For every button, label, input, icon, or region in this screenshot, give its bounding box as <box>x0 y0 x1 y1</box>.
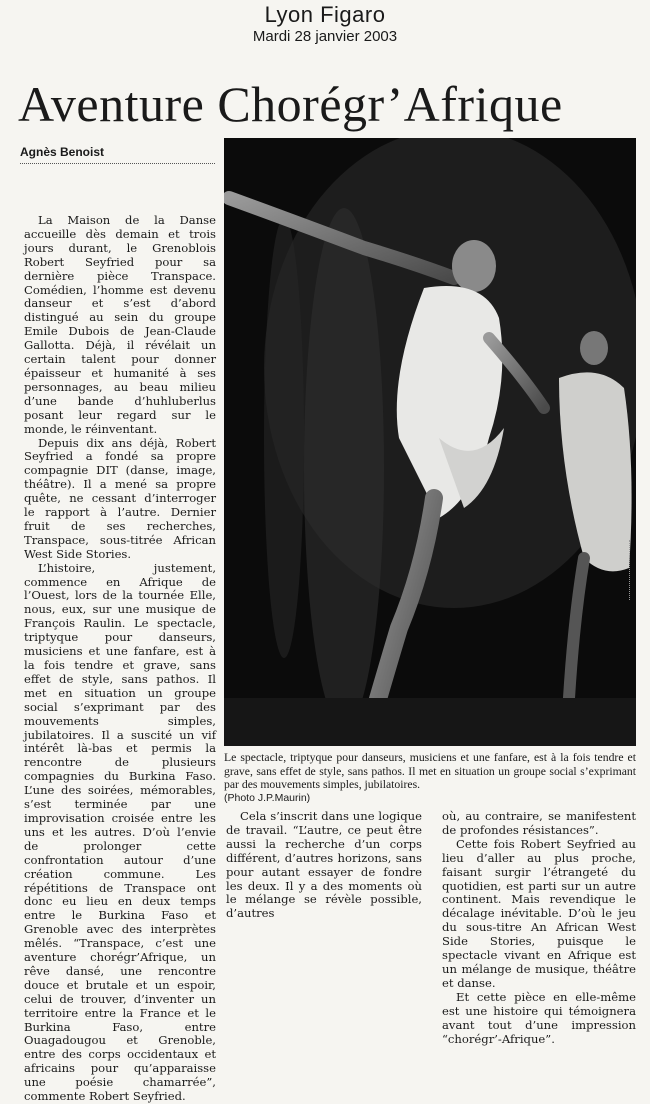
article-column-3 <box>442 810 636 1046</box>
dancers-illustration <box>224 138 636 746</box>
headline: Aventure Chorégr’Afrique <box>18 76 563 132</box>
photo-credit: (Photo J.P.Maurin) <box>224 791 311 804</box>
paragraph: Cette fois Robert Seyfried au lieu d’aller au plus proche, faisant surgir l’étrangeté du quotidien, est parti sur un autre continent. Mais revendique le décalage inévitable. D’où le jeu du sous-titre An African West Side Stories, puisque le spectacle vivant en Afrique est un mélange de musique, théâtre et danse. <box>442 836 636 990</box>
paragraph: Cela s’inscrit dans une logique de travail. “L’autre, ce peut être aussi la recherche d’un corps différent, d’autres horizons, sans pour autant essayer de fondre les deux. Il y a des moments où le mélange se révèle possible, d’autres <box>226 809 422 921</box>
paragraph: L’histoire, justement, commence en Afrique de l’Ouest, lors de la tournée Elle, nous, eux, sur une musique de François Raulin. Le spectacle, triptyque pour danseurs, musiciens et une fanfare, est à la fois tendre et grave, sans effet de style, sans pathos. Il met en situation un groupe social s’exprimant par des mouvements simples, jubilatoires. Il a suscité un vif intérêt là-bas et permis la rencontre de plusieurs compagnies du Burkina Faso. L’une des soirées, mémorables, s’est terminée par une improvisation croisée entre les uns et les autres. D’où l’envie de prolonger cette confrontation autour d’une création commune. Les répétitions de Transpace ont donc eu lieu en deux temps entre le Burkina Faso et Grenoble avec des interprètes mêlés. “Transpace, c’est une aventure chorégr’Afrique, un rêve dansé, une rencontre douce et brutale et un espoir, celui de trouver, d’inventer un territoire entre la France et le Burkina Faso, entre Ouagadougou et Grenoble, entre des corps occidentaux et africains pour qu’apparaisse une poésie chamarrée”, commente Robert Seyfried. <box>24 560 216 1104</box>
paragraph: Depuis dix ans déjà, Robert Seyfried a fondé sa propre compagnie DIT (danse, image, théâtre). Il a mené sa propre quête, ne cessant d’interroger le rapport à l’autre. Dernier fruit de ses recherches, Transpace, sous-titrée African West Side Stories. <box>24 435 216 561</box>
article-column-1 <box>24 214 216 1104</box>
photo-caption <box>224 751 636 805</box>
dance-photo <box>224 138 636 746</box>
masthead <box>0 2 650 46</box>
publication-date: Mardi 28 janvier 2003 <box>252 28 398 45</box>
paragraph: La Maison de la Danse accueille dès demain et trois jours durant, le Grenoblois Robert Seyfried pour sa dernière pièce Transpace. Comédien, l’homme est devenu danseur et s’est d’abord distingué au sein du groupe Emile Dubois de Jean-Claude Gallotta. Déjà, il révélait un certain talent pour donner épaisseur et humanité à ses personnages, au beau milieu d’une bande d’huhluberlus posant leur regard sur le monde, le réinventant. <box>24 213 216 436</box>
margin-rule <box>629 540 632 600</box>
byline: Agnès Benoist <box>20 145 215 164</box>
publication-name: Lyon Figaro <box>264 2 386 27</box>
caption-text: Le spectacle, triptyque pour danseurs, musiciens et une fanfare, est à la fois tendre et grave, sans effet de style, sans pathos. Il met en situation un groupe social s’exprimant par des mouvements simples, jubilatoires. <box>224 751 636 792</box>
article-column-2 <box>226 810 422 921</box>
paragraph: Et cette pièce en elle-même est une histoire qui témoignera avant tout d’une impression “chorégr’-Afrique”. <box>442 989 636 1046</box>
paragraph: où, au contraire, se manifestent de profondes résistances”. <box>442 809 636 837</box>
